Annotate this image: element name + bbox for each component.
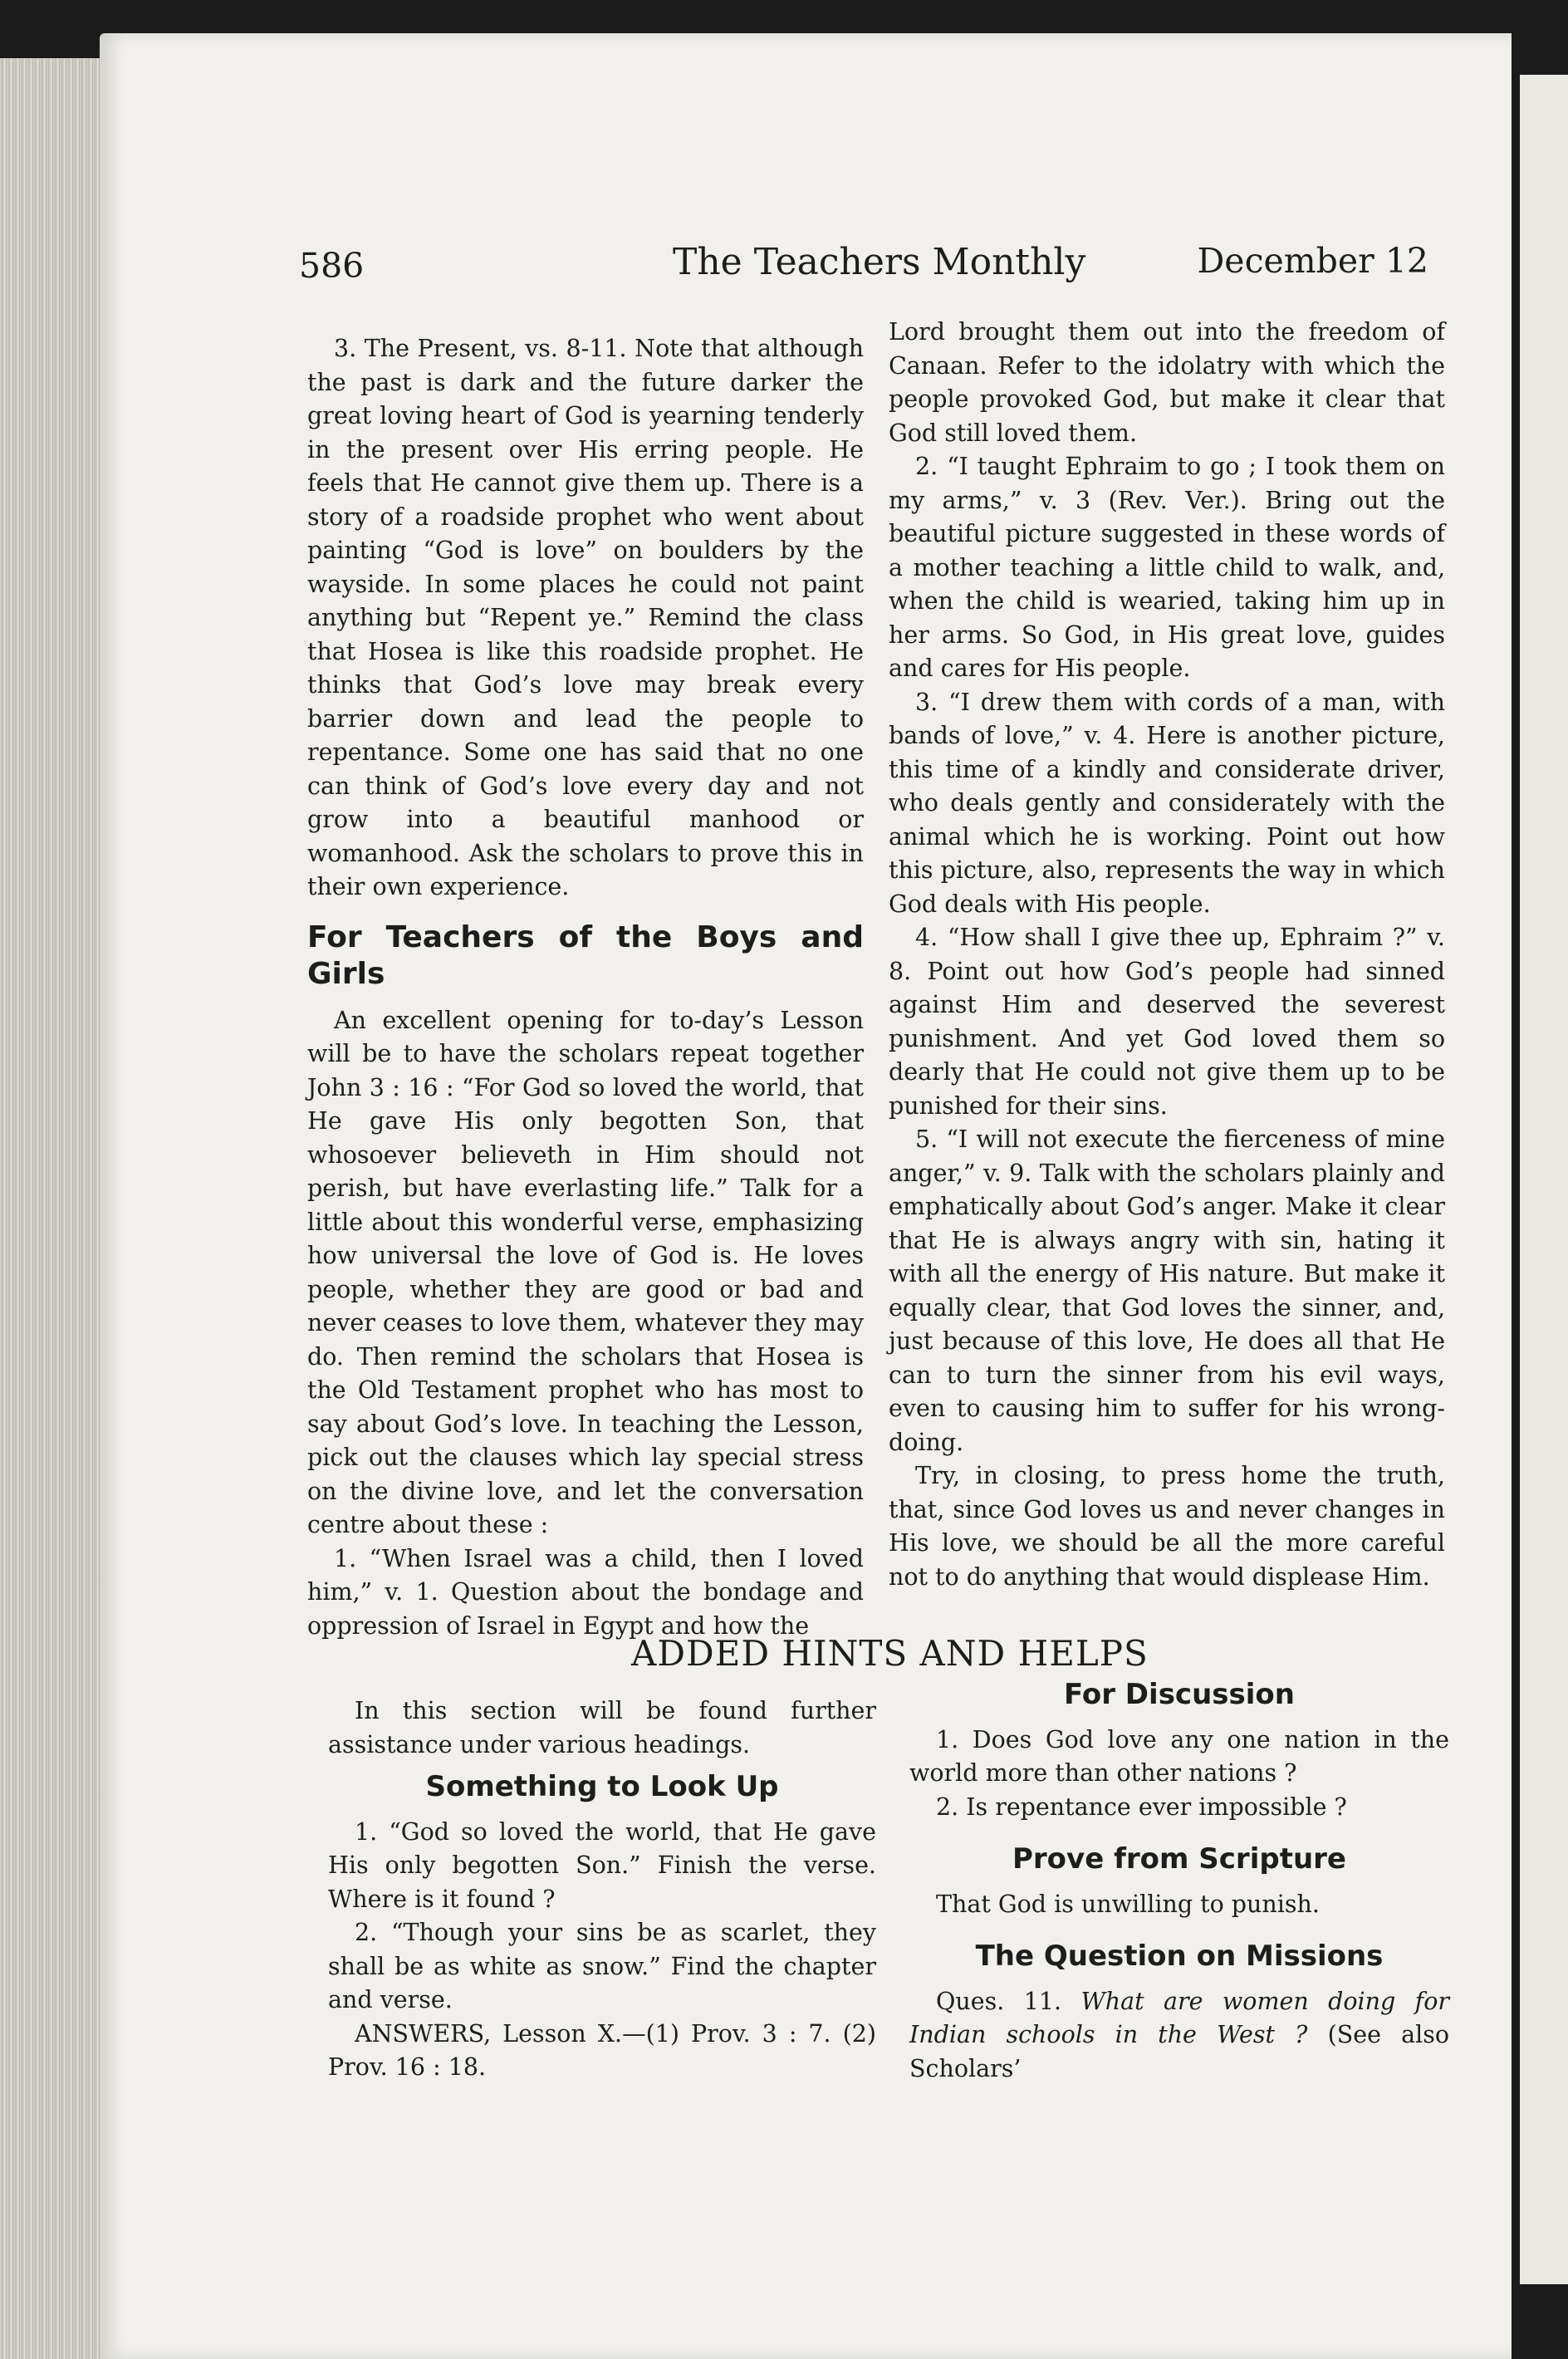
discussion-heading: For Discussion [1064, 1678, 1295, 1711]
scripture-heading: Prove from Scripture [1012, 1842, 1346, 1876]
journal-title: The Teachers Monthly [673, 241, 1086, 283]
paragraph: 3. The Present, vs. 8-11. Note that although the past is dark and the future darker the great loving heart of God is yearning tenderly in the present over His erring people. He feels that He cannot give them up. There is a story of a roadside prophet who went about painting “God is love” on boulders by the wayside. In some places he could not paint anything but “Repent ye.” Remind the class that Hosea is like this roadside prophet. He thinks that God’s love may break every barrier down and lead the people to repentance. Some one has said that no one can think of God’s love every day and not grow into a beautiful manhood or womanhood. Ask the scholars to prove this in their own experience. [307, 335, 864, 900]
missions-heading: The Question on Missions [975, 1940, 1384, 1973]
paragraph: 2. “I taught Ephraim to go ; I took them on my arms,” v. 3 (Rev. Ver.). Bring out the beautiful picture suggested in these words of a mother teaching a little child to walk, and, when the child is wearied, taking him up in her arms. So God, in His great love, guides and cares for His people. [889, 453, 1445, 682]
paragraph: 5. “I will not execute the fierceness of mine anger,” v. 9. Talk with the scholars plainly and emphatically about God’s anger. Make it clear that He is always angry with sin, hating it with all the energy of His nature. But make it equally clear, that God loves the sinner, and, just because of this love, He does all that He can to turn the sinner from his evil ways, even to causing him to suffer for his wrong-doing. [889, 1126, 1445, 1456]
question-tail: (See also Scholars’ [909, 2021, 1449, 2082]
scripture-text: That God is unwilling to punish. [936, 1890, 1320, 1918]
paragraph: Try, in closing, to press home the truth, that, since God loves us and never changes in His love, we should be all the more careful not to do anything that would displease Him. [889, 1462, 1445, 1591]
look-up-item: 1. “God so loved the world, that He gave His only begotten Son.” Finish the verse. Where is it found ? [328, 1817, 876, 1913]
running-header [299, 241, 1428, 291]
answers: ANSWERS, Lesson X.—(1) Prov. 3 : 7. (2) Prov. 16 : 18. [328, 2019, 876, 2081]
issue-date: December 12 [1197, 241, 1428, 281]
question-label: Ques. 11. [936, 1987, 1062, 2015]
discussion-item: 1. Does God love any one nation in the world more than other nations ? [909, 1725, 1449, 1787]
facing-page-edge [1520, 75, 1568, 2284]
paragraph: 3. “I drew them with cords of a man, with bands of love,” v. 4. Here is another picture, this time of a kindly and considerate driver, who deals gently and considerately with the animal which he is working. Point out how this picture, also, represents the way in which God deals with His people. [889, 688, 1445, 918]
look-up-item: 2. “Though your sins be as scarlet, they shall be as white as snow.” Find the chapter and verse. [328, 1919, 876, 2013]
added-hints-title: ADDED HINTS AND HELPS [631, 1633, 1149, 1674]
paragraph: 4. “How shall I give thee up, Ephraim ?” v. 8. Point out how God’s people had sinned against Him and deserved the severest punishment. And yet God loved them so dearly that He could not give them up to be punished for their sins. [889, 924, 1445, 1120]
section-heading: For Teachers of the Boys and Girls [307, 920, 864, 991]
right-column [889, 316, 1445, 1594]
discussion-item: 2. Is repentance ever impossible ? [936, 1793, 1347, 1821]
paragraph: An excellent opening for to-day’s Lesson will be to have the scholars repeat together John 3 : 16 : “For God so loved the world, that He gave His only begotten Son, that whosoever believeth in Him should not perish, but have everlasting life.” Talk for a little about this wonderful verse, emphasizing how universal the love of God is. He loves people, whether they are good or bad and never ceases to love them, whatever they may do. Then remind the scholars that Hosea is the Old Testament prophet who has most to say about God’s love. In teaching the Lesson, pick out the clauses which lay special stress on the divine love, and let the conversation centre about these : [307, 1006, 864, 1538]
missions-question [909, 1985, 1449, 2087]
paragraph: 1. “When Israel was a child, then I loved him,” v. 1. Question about the bondage and oppression of Israel in Egypt and how the [307, 1544, 864, 1640]
hints-right-column [909, 1670, 1449, 2086]
look-up-heading: Something to Look Up [425, 1770, 779, 1803]
hints-left-column [328, 1694, 876, 2085]
hints-intro: In this section will be found further assistance under various headings. [328, 1697, 876, 1758]
question-text: What are women doing for Indian schools in the West ? [909, 1987, 1450, 2048]
paragraph: Lord brought them out into the freedom of Canaan. Refer to the idolatry with which the people provoked God, but make it clear that God still loved them. [889, 318, 1445, 447]
page-number: 586 [299, 246, 365, 286]
left-column [307, 332, 864, 1643]
